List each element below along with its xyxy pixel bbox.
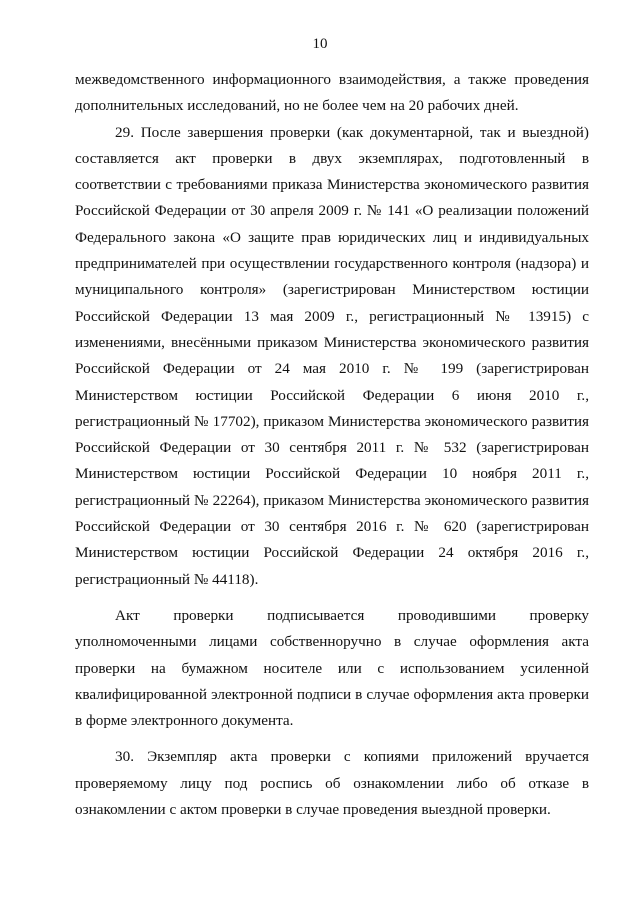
paragraph-act-signing: Акт проверки подписывается проводившими проверку уполномоченными лицами собственноручно в случае оформления акта проверки на бумажном носителе или с использованием усиленной квалифицированной электронной подписи в случае оформления акта проверки в форме электронного документа. — [75, 606, 589, 730]
paragraph-continuation: межведомственного информационного взаимодействия, а также проведения дополнительных исследований, но не более чем на 20 рабочих дней. — [75, 71, 589, 115]
paragraph-item-29: 29. После завершения проверки (как документарной, так и выездной) составляется акт проверки в двух экземплярах, подготовленный в соответствии с требованиями приказа Министерства экономического развития Российской Федерации от 30 апреля 2009 г. № 141 «О реализации положений Федерального закона «О защите прав юридических лиц и индивидуальных предпринимателей при осуществлении государственного контроля (надзора) и муниципального контроля» (зарегистрирован Министерством юстиции Российской Федерации 13 мая 2009 г., регистрационный № 13915) с изменениями, внесёнными приказом Министерства экономического развития Российской Федерации от 24 мая 2010 г. № 199 (зарегистрирован Министерством юстиции Российской Федерации 6 июня 2010 г., регистрационный № 17702), приказом Министерства экономического развития Российской Федерации от 30 сентября 2011 г. № 532 (зарегистрирован Министерством юстиции Российской Федерации 10 ноября 2011 г., регистрационный № 22264), приказом Министерства экономического развития Российской Федерации от 30 сентября 2016 г. № 620 (зарегистрирован Министерством юстиции Российской Федерации 24 октября 2016 г., регистрационный № 44118). — [75, 123, 589, 588]
paragraph-item-30: 30. Экземпляр акта проверки с копиями приложений вручается проверяемому лицу под роспись об ознакомлении либо об отказе в ознакомлении с актом проверки в случае проведения выездной проверки. — [75, 748, 589, 819]
page-number: 10 — [312, 36, 328, 52]
document-body — [75, 67, 589, 823]
